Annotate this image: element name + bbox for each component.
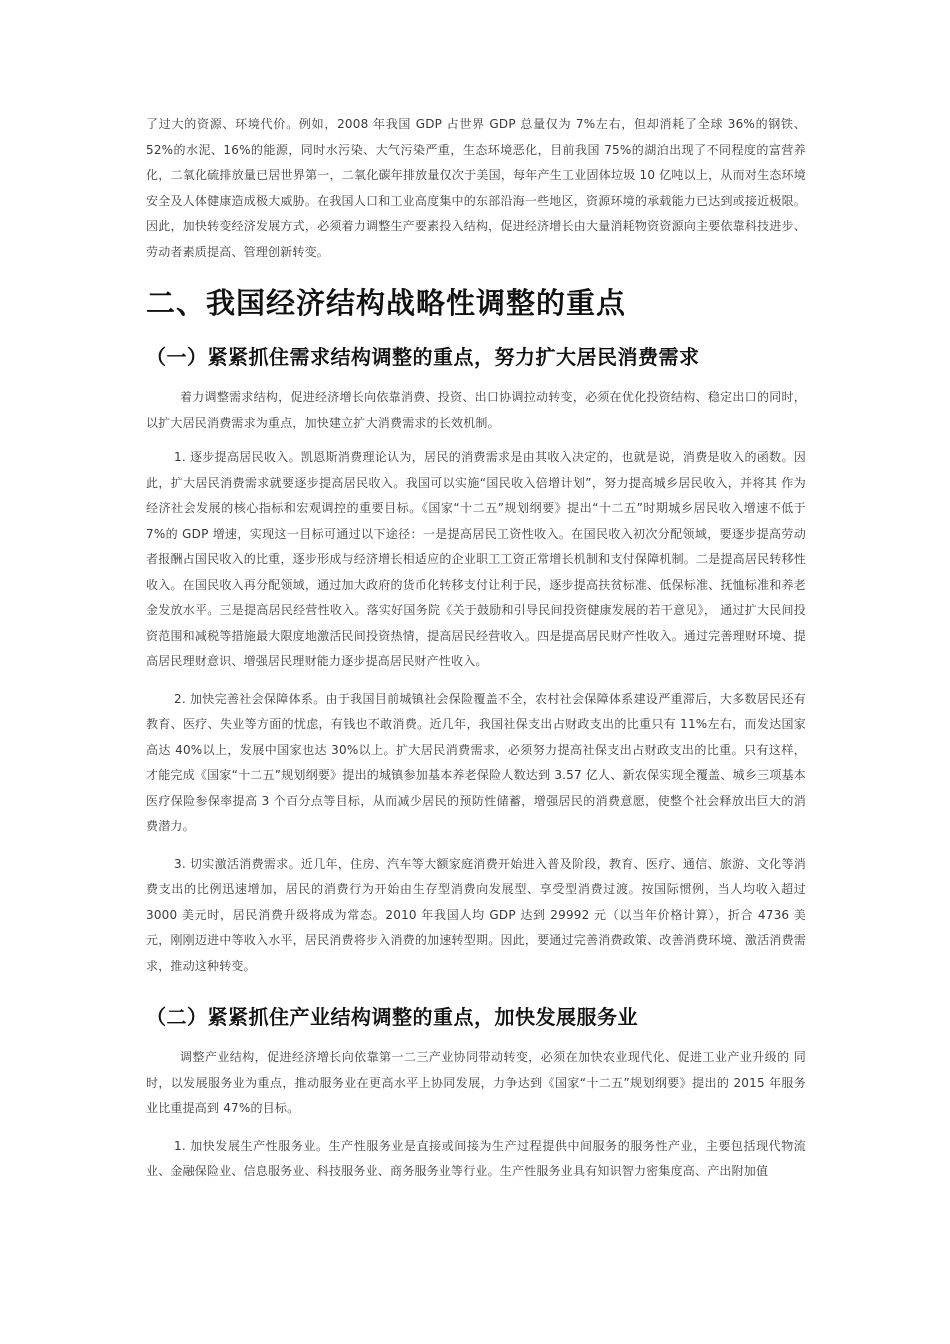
intro-paragraph: 了过大的资源、环境代价。例如，2008 年我国 GDP 占世界 GDP 总量仅为 7%左右，但却消耗了全球 36%的钢铁、52%的水泥、16%的能源，同时水污染、大气污染严重，生态环境恶化，目前我国 75%的湖泊出现了不同程度的富营养化，二氧化硫排放量已居世界第一，二氧化碳年排放量仅次于美国，每年产生工业固体垃圾 10 亿吨以上，从而对生态环境安全及人体健康造成极大威胁。在我国人口和工业高度集中的东部沿海一些地区，资源环境的承载能力已达到或接近极限。因此，加快转变经济发展方式，必须着力调整生产要素投入结构，促进经济增长由大量消耗物资资源向主要依靠科技进步、劳动者素质提高、管理创新转变。	[146, 117, 806, 259]
demand-item-social-security: 2. 加快完善社会保障体系。由于我国目前城镇社会保险覆盖不全，农村社会保障体系建设严重滞后，大多数居民还有教育、医疗、失业等方面的忧虑，有钱也不敢消费。近几年，我国社保支出占财政支出的比重只有 11%左右，而发达国家高达 40%以上，发展中国家也达 30%以上。扩大居民消费需求，必须努力提高社保支出占财政支出的比重。只有这样，才能完成《国家“十二五”规划纲要》提出的城镇参加基本养老保险人数达到 3.57 亿人、新农保实现全覆盖、城乡三项基本医疗保险参保率提高 3 个百分点等目标，从而减少居民的预防性储蓄，增强居民的消费意愿，使整个社会释放出巨大的消费潜力。	[146, 691, 806, 833]
demand-item-income: 1. 逐步提高居民收入。凯恩斯消费理论认为，居民的消费需求是由其收入决定的，也就是说，消费是收入的函数。因此，扩大居民消费需求就要逐步提高居民收入。我国可以实施“国民收入倍增计划”，努力提高城乡居民收入，并将其 作为经济社会发展的核心指标和宏观调控的重要目标。《国家“十二五”规划纲要》提出“十二五”时期城乡居民收入增速不低于 7%的 GDP 增速，实现这一目标可通过以下途径：一是提高居民工资性收入。在国民收入初次分配领域，要逐步提高劳动者报酬占国民收入的比重，逐步形成与经济增长相适应的企业职工工资正常增长机制和支付保障机制。二是提高居民转移性收入。在国民收入再分配领域，通过加大政府的货币化转移支付让利于民，逐步提高扶贫标准、低保标准、抚恤标准和养老金发放水平。三是提高居民经营性收入。落实好国务院《关于鼓励和引导民间投资健康发展的若干意见》， 通过扩大民间投资范围和减税等措施最大限度地激活民间投资热情，提高居民经营收入。四是提高居民财产性收入。通过完善理财环境、提高居民理财意识、增强居民理财能力逐步提高居民财产性收入。	[146, 450, 806, 668]
industry-item-producer-services: 1. 加快发展生产性服务业。生产性服务业是直接或间接为生产过程提供中间服务的服务性产业，主要包括现代物流业、金融保险业、信息服务业、科技服务业、商务服务业等行业。生产性服务业具有知识智力密集度高、产出附加值	[146, 1138, 806, 1178]
demand-item-consumption: 3. 切实激活消费需求。近几年，住房、汽车等大额家庭消费开始进入普及阶段，教育、医疗、通信、旅游、文化等消费支出的比例迅速增加，居民的消费行为开始由生存型消费向发展型、享受型消费过渡。按国际惯例，当人均收入超过 3000 美元时，居民消费升级将成为常态。2010 年我国人均 GDP 达到 29992 元（以当年价格计算），折合 4736 美元，刚刚迈进中等收入水平，居民消费将步入消费的加速转型期。因此，要通过完善消费政策、改善消费环境、激活消费需求，推动这种转变。	[146, 856, 806, 973]
section-heading: 二、我国经济结构战略性调整的重点	[146, 286, 627, 320]
subsection-heading-demand: （一）紧紧抓住需求结构调整的重点，努力扩大居民消费需求	[146, 345, 700, 369]
industry-lead-paragraph: 调整产业结构，促进经济增长向依靠第一二三产业协同带动转变，必须在加快农业现代化、促进工业产业升级的 同时，以发展服务业为重点，推动服务业在更高水平上协同发展，力争达到《国家“十二五”规划纲要》提出的 2015 年服务业比重提高到 47%的目标。	[146, 1050, 806, 1115]
demand-lead-paragraph: 着力调整需求结构，促进经济增长向依靠消费、投资、出口协调拉动转变，必须在优化投资结构、稳定出口的同时，以扩大居民消费需求为重点，加快建立扩大消费需求的长效机制。	[146, 390, 806, 430]
document-page	[146, 112, 806, 1185]
subsection-heading-industry: （二）紧紧抓住产业结构调整的重点，加快发展服务业	[146, 1005, 638, 1029]
